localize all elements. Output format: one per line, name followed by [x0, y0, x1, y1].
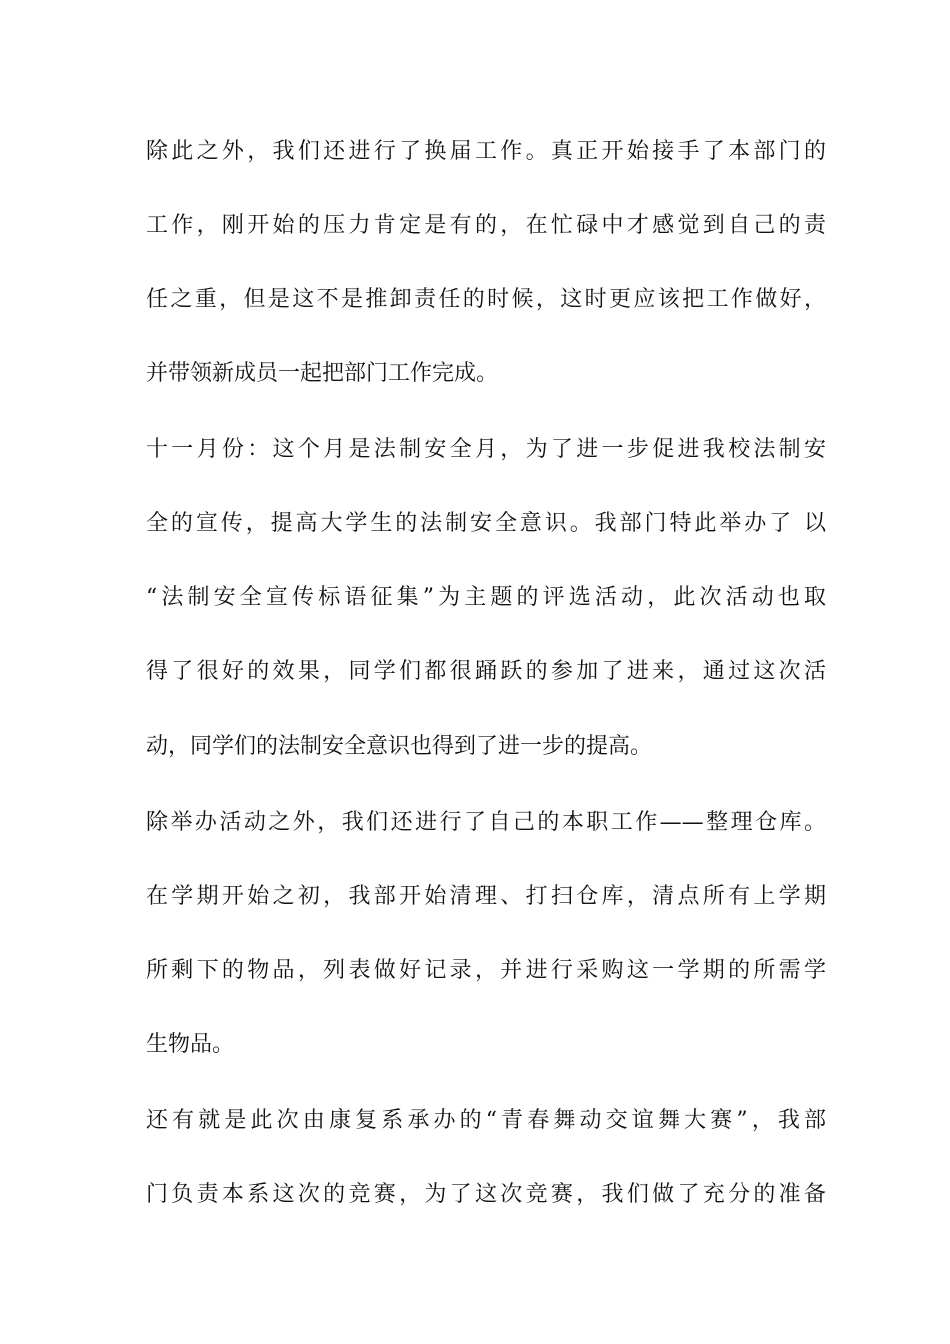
text-line: 十一月份：这个月是法制安全月，为了进一步促进我校法制安	[146, 437, 826, 462]
text-line: 动，同学们的法制安全意识也得到了进一步的提高。	[146, 734, 653, 759]
text-line: 工作，刚开始的压力肯定是有的，在忙碌中才感觉到自己的责	[146, 213, 826, 238]
text-line: 任之重，但是这不是推卸责任的时候，这时更应该把工作做好，	[146, 287, 826, 312]
text-line: 门负责本系这次的竞赛，为了这次竞赛，我们做了充分的准备	[146, 1182, 826, 1207]
text-line: 全的宣传，提高大学生的法制安全意识。我部门特此举办了 以	[146, 511, 826, 536]
text-line: 在学期开始之初，我部开始清理、打扫仓库，清点所有上学期	[146, 884, 826, 909]
text-line: 得了很好的效果，同学们都很踊跃的参加了进来，通过这次活	[146, 659, 826, 684]
text-line: 并带领新成员一起把部门工作完成。	[146, 361, 499, 386]
text-line: “法制安全宣传标语征集”为主题的评选活动，此次活动也取	[146, 585, 826, 610]
text-line: 生物品。	[146, 1032, 235, 1057]
text-line: 除举办活动之外，我们还进行了自己的本职工作——整理仓库。	[146, 810, 826, 835]
text-line: 还有就是此次由康复系承办的“青春舞动交谊舞大赛”，我部	[146, 1108, 826, 1133]
text-line: 除此之外，我们还进行了换届工作。真正开始接手了本部门的	[146, 139, 826, 164]
text-line: 所剩下的物品，列表做好记录，并进行采购这一学期的所需学	[146, 958, 826, 983]
